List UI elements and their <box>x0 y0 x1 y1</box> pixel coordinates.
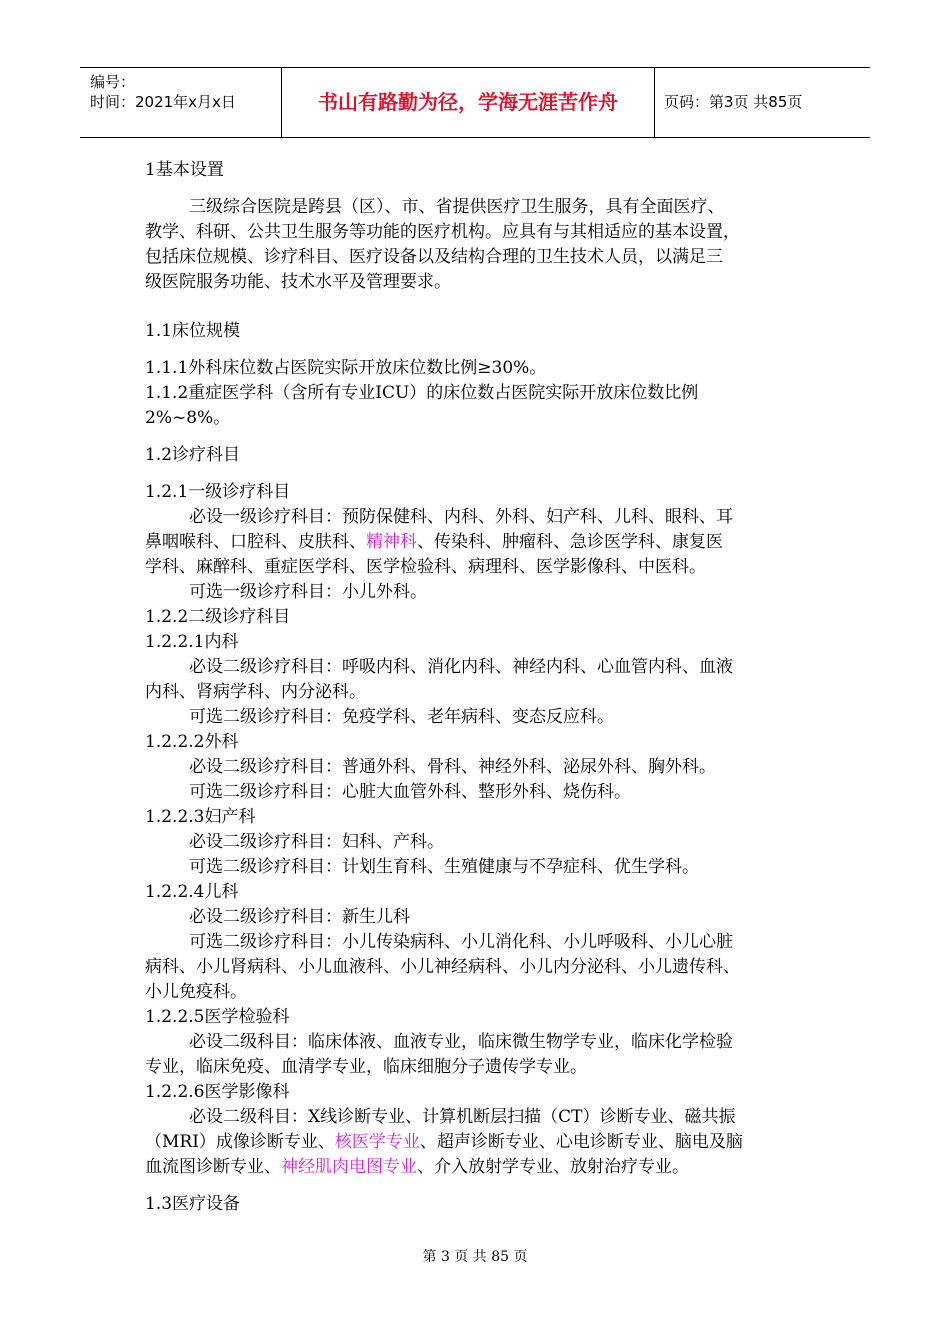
paragraph-line: 2%~8%。 <box>145 408 231 428</box>
subsection-title: 1.2.2二级诊疗科目 <box>145 607 291 627</box>
paragraph-line <box>145 1130 805 1155</box>
subsection-title: 1.2.2.5医学检验科 <box>145 1007 290 1027</box>
paragraph-line: 病科、小儿肾病科、小儿血液科、小儿神经病科、小儿内分泌科、小儿遗传科、 <box>145 957 740 977</box>
paragraph-line: 必设二级科目：临床体液、血液专业，临床微生物学专业，临床化学检验 <box>189 1032 733 1052</box>
text-run: 血流图诊断专业、 <box>145 1157 281 1177</box>
page-footer: 第 3 页 共 85 页 <box>422 1249 528 1265</box>
paragraph-line: 可选二级诊疗科目：免疫学科、老年病科、变态反应科。 <box>189 707 614 727</box>
highlight-term: 核医学专业 <box>334 1132 420 1152</box>
section-title: 1.1床位规模 <box>145 321 241 341</box>
paragraph-line: 1.1.1外科床位数占医院实际开放床位数比例≥30%。 <box>145 358 547 378</box>
paragraph-line: 必设二级诊疗科目：妇科、产科。 <box>189 832 444 852</box>
paragraph-line: 级医院服务功能、技术水平及管理要求。 <box>145 272 451 292</box>
paragraph-line: 小儿免疫科。 <box>145 982 247 1002</box>
section-title: 1基本设置 <box>145 160 224 180</box>
paragraph-line: 学科、麻醉科、重症医学科、医学检验科、病理科、医学影像科、中医科。 <box>145 557 706 577</box>
paragraph-line: 必设二级诊疗科目：呼吸内科、消化内科、神经内科、心血管内科、血液 <box>189 657 733 677</box>
paragraph-line: 必设二级科目：X线诊断专业、计算机断层扫描（CT）诊断专业、磁共振 <box>189 1107 736 1127</box>
text-run: 、传染科、肿瘤科、急诊医学科、康复医 <box>417 532 723 552</box>
highlight-term: 神经肌肉电图专业 <box>281 1157 417 1177</box>
paragraph-line: 必设二级诊疗科目：普通外科、骨科、神经外科、泌尿外科、胸外科。 <box>189 757 716 777</box>
text-run: （MRI）成像诊断专业、 <box>145 1132 335 1152</box>
date-label: 时间：2021年x月x日 <box>90 93 236 111</box>
section-title: 1.2诊疗科目 <box>145 445 241 465</box>
header-meta-cell <box>80 68 282 137</box>
document-body <box>145 158 805 1217</box>
subsection-title: 1.2.2.1内科 <box>145 632 239 652</box>
paragraph-line: 可选一级诊疗科目：小儿外科。 <box>189 582 427 602</box>
subsection-title: 1.2.2.4儿科 <box>145 882 239 902</box>
paragraph-line: 教学、科研、公共卫生服务等功能的医疗机构。应具有与其相适应的基本设置， <box>145 222 740 242</box>
header-table <box>80 67 870 138</box>
paragraph-line: 可选二级诊疗科目：心脏大血管外科、整形外科、烧伤科。 <box>189 782 631 802</box>
paragraph-line: 三级综合医院是跨县（区）、市、省提供医疗卫生服务，具有全面医疗、 <box>189 197 725 217</box>
subsection-title: 1.2.2.3妇产科 <box>145 807 256 827</box>
paragraph-line: 包括床位规模、诊疗科目、医疗设备以及结构合理的卫生技术人员，以满足三 <box>145 247 723 267</box>
motto: 书山有路勤为径，学海无涯苦作舟 <box>282 68 655 137</box>
text-run: 、超声诊断专业、心电诊断专业、脑电及脑 <box>419 1132 743 1152</box>
paragraph-line <box>145 1155 805 1180</box>
subsection-title: 1.2.2.6医学影像科 <box>145 1082 290 1102</box>
number-label: 编号： <box>90 73 136 91</box>
paragraph-line: 1.1.2重症医学科（含所有专业ICU）的床位数占医院实际开放床位数比例 <box>145 383 699 403</box>
text-run: 鼻咽喉科、口腔科、皮肤科、 <box>145 532 366 552</box>
paragraph-line: 专业，临床免疫、血清学专业，临床细胞分子遗传学专业。 <box>145 1057 587 1077</box>
paragraph-line: 可选二级诊疗科目：小儿传染病科、小儿消化科、小儿呼吸科、小儿心脏 <box>189 932 733 952</box>
section-title: 1.3医疗设备 <box>145 1194 241 1214</box>
text-run: 、介入放射学专业、放射治疗专业。 <box>417 1157 689 1177</box>
paragraph-line <box>145 530 805 555</box>
paragraph-line: 必设一级诊疗科目：预防保健科、内科、外科、妇产科、儿科、眼科、耳 <box>189 507 733 527</box>
highlight-term: 精神科 <box>366 532 417 552</box>
subsection-title: 1.2.1一级诊疗科目 <box>145 482 291 502</box>
subsection-title: 1.2.2.2外科 <box>145 732 239 752</box>
page-info: 页码：第3页 共85页 <box>664 93 803 111</box>
paragraph-line: 可选二级诊疗科目：计划生育科、生殖健康与不孕症科、优生学科。 <box>189 857 699 877</box>
paragraph-line: 必设二级诊疗科目：新生儿科 <box>189 907 410 927</box>
paragraph-line: 内科、肾病学科、内分泌科。 <box>145 682 366 702</box>
